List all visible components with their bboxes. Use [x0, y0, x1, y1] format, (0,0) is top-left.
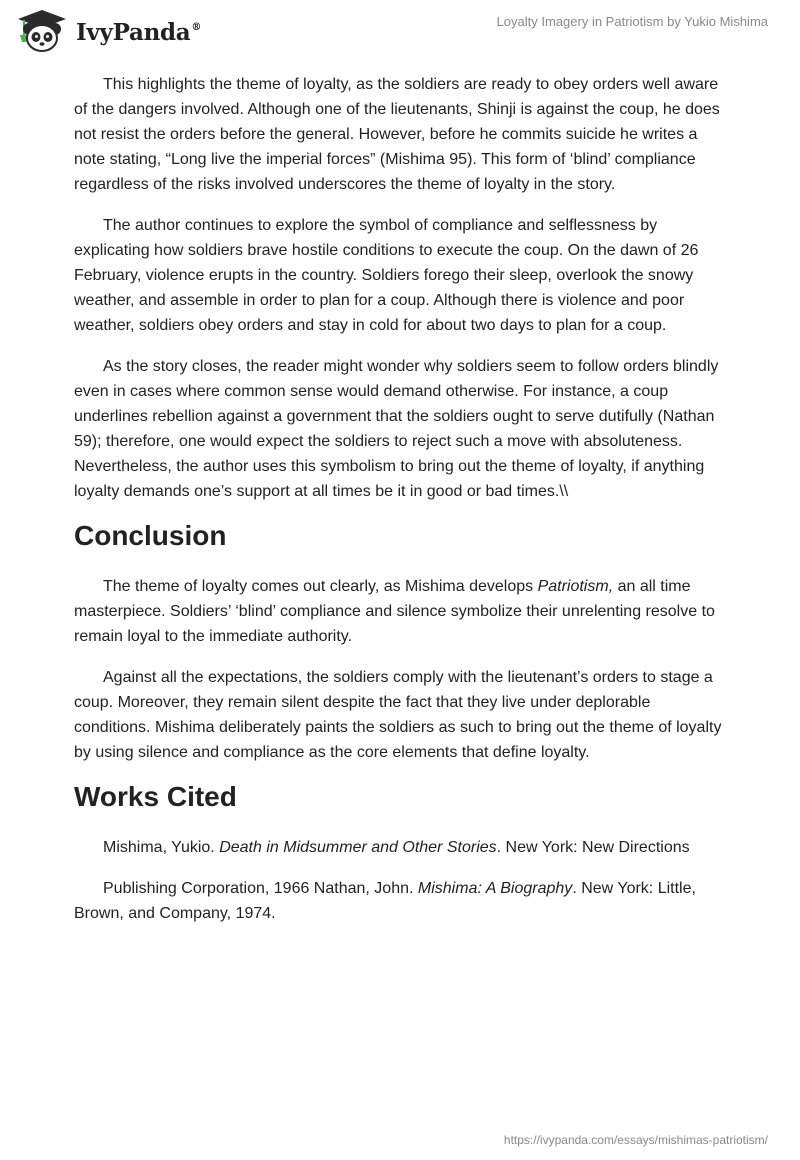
essay-content — [74, 72, 726, 942]
works-cited-heading: Works Cited — [74, 781, 237, 812]
body-paragraph-2: The author continues to explore the symbol of compliance and selflessness by explicating how soldiers brave hostile conditions to execute the coup. On the dawn of 26 February, violence erupts in the country. Soldiers forego their sleep, overlook the snowy weather, and assemble in order to plan for a coup. Although there is violence and poor weather, soldiers obey orders and stay in cold for about two days to plan for a coup. — [74, 217, 699, 334]
citation-2: Publishing Corporation, 1966 Nathan, John. Mishima: A Biography. New York: Little, Brown, and Company, 1974. — [74, 880, 696, 922]
panda-graduate-icon — [16, 8, 68, 52]
ivypanda-logo[interactable] — [16, 8, 201, 52]
body-paragraph-3: As the story closes, the reader might wonder why soldiers seem to follow orders blindly even in cases where common sense would demand otherwise. For instance, a coup underlines rebellion against a government that the soldiers ought to serve dutifully (Nathan 59); therefore, one would expect the soldiers to reject such a move with absoluteness. Nevertheless, the author uses this symbolism to bring out the theme of loyalty, if anything loyalty demands one’s support at all times be it in good or bad times.\\ — [74, 358, 719, 500]
conclusion-paragraph-1: The theme of loyalty comes out clearly, as Mishima develops Patriotism, an all time masterpiece. Soldiers’ ‘blind’ compliance and silence symbolize their unrelenting resolve to remain loyal to the immediate authority. — [74, 578, 715, 645]
brand-name: IvyPanda® — [76, 18, 202, 46]
page-header — [0, 0, 800, 60]
citation-1: Mishima, Yukio. Death in Midsummer and Other Stories. New York: New Directions — [103, 839, 690, 856]
conclusion-heading: Conclusion — [74, 520, 227, 551]
document-title: Loyalty Imagery in Patriotism by Yukio Mishima — [496, 14, 768, 29]
conclusion-paragraph-2: Against all the expectations, the soldiers comply with the lieutenant’s orders to stage a coup. Moreover, they remain silent despite the fact that they live under deplorable conditions. Mishima deliberately paints the soldiers as such to bring out the theme of loyalty by using silence and compliance as the core elements that define loyalty. — [74, 669, 722, 761]
body-paragraph-1: This highlights the theme of loyalty, as the soldiers are ready to obey orders well aware of the dangers involved. Although one of the lieutenants, Shinji is against the coup, he does not resist the orders before the general. However, before he commits suicide he writes a note stating, “Long live the imperial forces” (Mishima 95). This form of ‘blind’ compliance regardless of the risks involved underscores the theme of loyalty in the story. — [74, 76, 720, 193]
source-url[interactable]: https://ivypanda.com/essays/mishimas-patriotism/ — [503, 1133, 768, 1147]
